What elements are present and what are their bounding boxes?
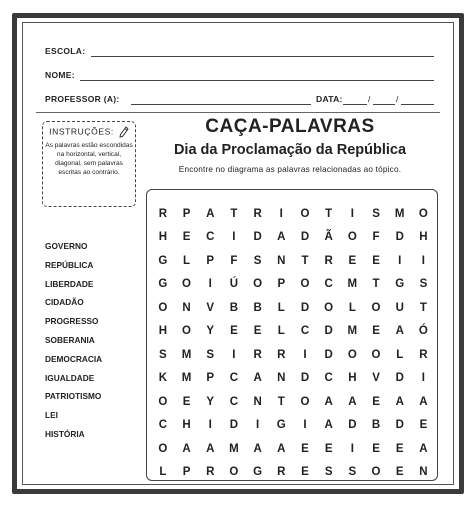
- grid-cell[interactable]: O: [347, 348, 357, 361]
- word-list: [45, 240, 102, 447]
- grid-row: [151, 367, 435, 391]
- grid-cell[interactable]: R: [158, 207, 167, 220]
- grid-cell[interactable]: Ú: [229, 278, 239, 291]
- grid-cell[interactable]: O: [371, 466, 381, 479]
- word-item: PATRIOTISMO: [45, 391, 102, 402]
- grid-cell[interactable]: S: [419, 278, 428, 291]
- grid-row: [151, 273, 435, 297]
- escola-field[interactable]: [91, 56, 434, 57]
- grid-cell[interactable]: L: [183, 254, 191, 267]
- grid-cell[interactable]: R: [277, 348, 286, 361]
- grid-cell[interactable]: L: [277, 325, 285, 338]
- grid-cell[interactable]: D: [395, 231, 404, 244]
- grid-cell[interactable]: D: [300, 301, 310, 314]
- word-item: CIDADÃO: [45, 297, 84, 308]
- grid-cell[interactable]: V: [206, 301, 215, 314]
- grid-cell[interactable]: P: [182, 466, 191, 479]
- grid-cell[interactable]: E: [348, 254, 357, 267]
- grid-cell[interactable]: O: [300, 207, 310, 220]
- grid-cell[interactable]: A: [324, 395, 333, 408]
- grid-cell[interactable]: O: [371, 301, 381, 314]
- grid-row: [151, 296, 435, 320]
- word-search-grid: [146, 189, 438, 481]
- instructions-text: As palavras estão escondidas na horizontal, vertical, diagonal, sem palavras escritas ao contrário.: [45, 142, 133, 176]
- grid-cell[interactable]: S: [159, 348, 167, 361]
- grid-cell[interactable]: A: [182, 442, 191, 455]
- grid-cell[interactable]: D: [324, 348, 333, 361]
- grid-cell[interactable]: O: [229, 466, 239, 479]
- grid-cell[interactable]: D: [395, 419, 404, 432]
- grid-cell[interactable]: S: [372, 207, 380, 220]
- grid-cell[interactable]: D: [229, 419, 239, 432]
- grid-cell[interactable]: E: [395, 466, 404, 479]
- grid-cell[interactable]: E: [253, 325, 262, 338]
- grid-cell[interactable]: A: [348, 395, 357, 408]
- date-year-field[interactable]: [401, 104, 434, 105]
- grid-cell[interactable]: E: [419, 419, 428, 432]
- grid-cell[interactable]: S: [324, 466, 333, 479]
- grid-cell[interactable]: N: [182, 301, 191, 314]
- grid-cell[interactable]: G: [276, 419, 286, 432]
- grid-cell[interactable]: N: [253, 395, 262, 408]
- grid-cell[interactable]: O: [300, 395, 310, 408]
- grid-cell[interactable]: H: [182, 419, 191, 432]
- grid-cell[interactable]: L: [277, 301, 285, 314]
- grid-cell[interactable]: D: [348, 419, 357, 432]
- grid-cell[interactable]: A: [419, 395, 428, 408]
- grid-cell[interactable]: O: [253, 278, 263, 291]
- grid-cell[interactable]: I: [350, 207, 354, 220]
- grid-cell[interactable]: D: [324, 325, 333, 338]
- grid-cell[interactable]: O: [371, 348, 381, 361]
- grid-cell[interactable]: E: [372, 442, 380, 455]
- grid-cell[interactable]: T: [372, 278, 380, 291]
- grid-row: [151, 343, 435, 367]
- word-item: DEMOCRACIA: [45, 353, 103, 364]
- grid-cell[interactable]: A: [395, 325, 404, 338]
- grid-cell[interactable]: Y: [206, 395, 215, 408]
- grid-cell[interactable]: M: [181, 372, 192, 385]
- grid-cell[interactable]: C: [206, 231, 215, 244]
- grid-cell[interactable]: C: [324, 278, 333, 291]
- grid-cell[interactable]: R: [277, 466, 286, 479]
- grid-cell[interactable]: D: [395, 372, 404, 385]
- grid-cell[interactable]: A: [206, 207, 215, 220]
- page-title: CAÇA-PALAVRAS: [205, 116, 375, 137]
- page-subtitle: Dia da Proclamação da República: [173, 142, 407, 158]
- grid-row: [151, 226, 435, 250]
- grid-cell[interactable]: F: [372, 231, 380, 244]
- grid-row: [151, 390, 435, 414]
- grid-cell[interactable]: M: [347, 278, 358, 291]
- grid-cell[interactable]: N: [277, 254, 286, 267]
- escola-label: ESCOLA:: [45, 46, 86, 56]
- grid-cell[interactable]: G: [158, 278, 168, 291]
- grid-cell[interactable]: O: [182, 325, 191, 338]
- grid-cell[interactable]: T: [419, 301, 427, 314]
- grid-cell[interactable]: Ã: [324, 231, 333, 244]
- grid-cell[interactable]: I: [350, 442, 354, 455]
- grid-cell[interactable]: K: [158, 372, 167, 385]
- grid-cell[interactable]: E: [301, 466, 309, 479]
- word-item: LIBERDADE: [45, 278, 94, 289]
- nome-field[interactable]: [80, 80, 434, 81]
- grid-cell[interactable]: L: [159, 466, 167, 479]
- grid-cell[interactable]: C: [229, 372, 239, 385]
- grid-cell[interactable]: I: [398, 254, 402, 267]
- grid-cell[interactable]: E: [372, 325, 380, 338]
- grid-cell[interactable]: H: [158, 231, 167, 244]
- grid-cell[interactable]: C: [229, 395, 239, 408]
- grid-cell[interactable]: M: [229, 442, 239, 455]
- grid-cell[interactable]: D: [300, 231, 310, 244]
- letter-grid: [151, 202, 435, 484]
- grid-cell[interactable]: B: [229, 301, 239, 314]
- grid-row: [151, 461, 435, 485]
- grid-cell[interactable]: M: [347, 325, 358, 338]
- word-item: PROGRESSO: [45, 316, 99, 327]
- grid-cell[interactable]: G: [158, 254, 168, 267]
- grid-cell[interactable]: T: [277, 395, 285, 408]
- grid-cell[interactable]: S: [253, 254, 262, 267]
- grid-cell[interactable]: I: [303, 419, 307, 432]
- grid-cell[interactable]: A: [395, 395, 404, 408]
- grid-cell[interactable]: E: [372, 254, 380, 267]
- header-divider: [36, 112, 440, 113]
- grid-cell[interactable]: R: [253, 348, 262, 361]
- grid-cell[interactable]: L: [348, 301, 356, 314]
- grid-cell[interactable]: A: [206, 442, 215, 455]
- grid-cell[interactable]: C: [158, 419, 167, 432]
- grid-cell[interactable]: O: [158, 442, 168, 455]
- grid-cell[interactable]: I: [255, 419, 260, 432]
- grid-cell[interactable]: C: [300, 325, 310, 338]
- professor-label: PROFESSOR (A):: [45, 94, 120, 104]
- date-separator: /: [368, 94, 371, 104]
- grid-cell[interactable]: A: [324, 419, 333, 432]
- grid-cell[interactable]: O: [158, 395, 168, 408]
- instructions-title: INSTRUÇÕES:: [49, 126, 114, 137]
- grid-cell[interactable]: I: [279, 207, 283, 220]
- grid-cell[interactable]: E: [182, 395, 191, 408]
- grid-cell[interactable]: P: [182, 207, 191, 220]
- grid-row: [151, 202, 435, 226]
- grid-cell[interactable]: T: [230, 207, 238, 220]
- grid-cell[interactable]: O: [300, 278, 310, 291]
- grid-cell[interactable]: B: [253, 301, 262, 314]
- grid-cell[interactable]: E: [301, 442, 309, 455]
- grid-cell[interactable]: I: [208, 278, 212, 291]
- grid-cell[interactable]: I: [421, 254, 425, 267]
- grid-cell[interactable]: R: [419, 348, 428, 361]
- grid-cell[interactable]: T: [325, 207, 333, 220]
- nome-label: NOME:: [45, 70, 75, 80]
- grid-cell[interactable]: E: [230, 325, 238, 338]
- pencil-icon: [119, 126, 129, 138]
- grid-cell[interactable]: S: [206, 348, 215, 361]
- word-item: HISTÓRIA: [45, 428, 85, 439]
- grid-cell[interactable]: O: [418, 207, 428, 220]
- grid-cell[interactable]: O: [324, 301, 334, 314]
- grid-cell[interactable]: R: [324, 254, 333, 267]
- grid-cell[interactable]: E: [324, 442, 333, 455]
- grid-cell[interactable]: U: [395, 301, 404, 314]
- grid-row: [151, 320, 435, 344]
- grid-cell[interactable]: E: [182, 231, 191, 244]
- grid-cell[interactable]: I: [421, 372, 425, 385]
- grid-cell[interactable]: O: [158, 301, 168, 314]
- date-month-field[interactable]: [373, 104, 395, 105]
- grid-cell[interactable]: G: [253, 466, 263, 479]
- instructions-hint: Encontre no diagrama as palavras relacionadas ao tópico.: [178, 165, 402, 174]
- grid-cell[interactable]: F: [230, 254, 238, 267]
- grid-cell[interactable]: Ó: [418, 325, 428, 338]
- word-item: SOBERANIA: [45, 334, 95, 345]
- grid-cell[interactable]: P: [206, 254, 215, 267]
- grid-cell[interactable]: R: [206, 466, 215, 479]
- grid-cell[interactable]: M: [394, 207, 405, 220]
- data-label: DATA:: [316, 94, 343, 104]
- professor-field[interactable]: [131, 104, 311, 105]
- grid-cell[interactable]: R: [253, 207, 262, 220]
- grid-cell[interactable]: A: [277, 231, 286, 244]
- grid-cell[interactable]: Y: [206, 325, 215, 338]
- word-item: REPÚBLICA: [45, 259, 94, 270]
- grid-cell[interactable]: I: [232, 231, 236, 244]
- grid-row: [151, 414, 435, 438]
- grid-row: [151, 249, 435, 273]
- grid-cell[interactable]: O: [347, 231, 357, 244]
- grid-cell[interactable]: G: [395, 278, 405, 291]
- grid-cell[interactable]: N: [277, 372, 286, 385]
- grid-cell[interactable]: A: [253, 442, 262, 455]
- grid-cell[interactable]: V: [372, 372, 380, 385]
- grid-cell[interactable]: H: [158, 325, 167, 338]
- grid-cell[interactable]: D: [253, 231, 262, 244]
- date-separator: /: [396, 94, 399, 104]
- grid-cell[interactable]: C: [324, 372, 333, 385]
- grid-cell[interactable]: E: [395, 442, 404, 455]
- word-item: LEI: [45, 410, 58, 421]
- grid-cell[interactable]: A: [277, 442, 286, 455]
- date-day-field[interactable]: [343, 104, 367, 105]
- grid-cell[interactable]: T: [301, 254, 309, 267]
- grid-cell[interactable]: I: [303, 348, 307, 361]
- grid-cell[interactable]: I: [232, 348, 236, 361]
- grid-cell[interactable]: E: [372, 395, 380, 408]
- word-item: IGUALDADE: [45, 372, 95, 383]
- grid-cell[interactable]: A: [253, 372, 262, 385]
- grid-cell[interactable]: O: [182, 278, 191, 291]
- word-item: GOVERNO: [45, 241, 88, 251]
- grid-cell[interactable]: D: [300, 372, 310, 385]
- grid-cell[interactable]: S: [348, 466, 357, 479]
- grid-cell[interactable]: M: [181, 348, 192, 361]
- grid-cell[interactable]: N: [419, 466, 428, 479]
- grid-cell[interactable]: H: [348, 372, 357, 385]
- grid-row: [151, 437, 435, 461]
- grid-cell[interactable]: I: [208, 419, 212, 432]
- grid-cell[interactable]: B: [371, 419, 381, 432]
- instructions-box: [42, 121, 136, 207]
- grid-cell[interactable]: H: [419, 231, 428, 244]
- grid-cell[interactable]: L: [396, 348, 404, 361]
- grid-cell[interactable]: P: [206, 372, 215, 385]
- grid-cell[interactable]: P: [277, 278, 286, 291]
- grid-cell[interactable]: A: [419, 442, 428, 455]
